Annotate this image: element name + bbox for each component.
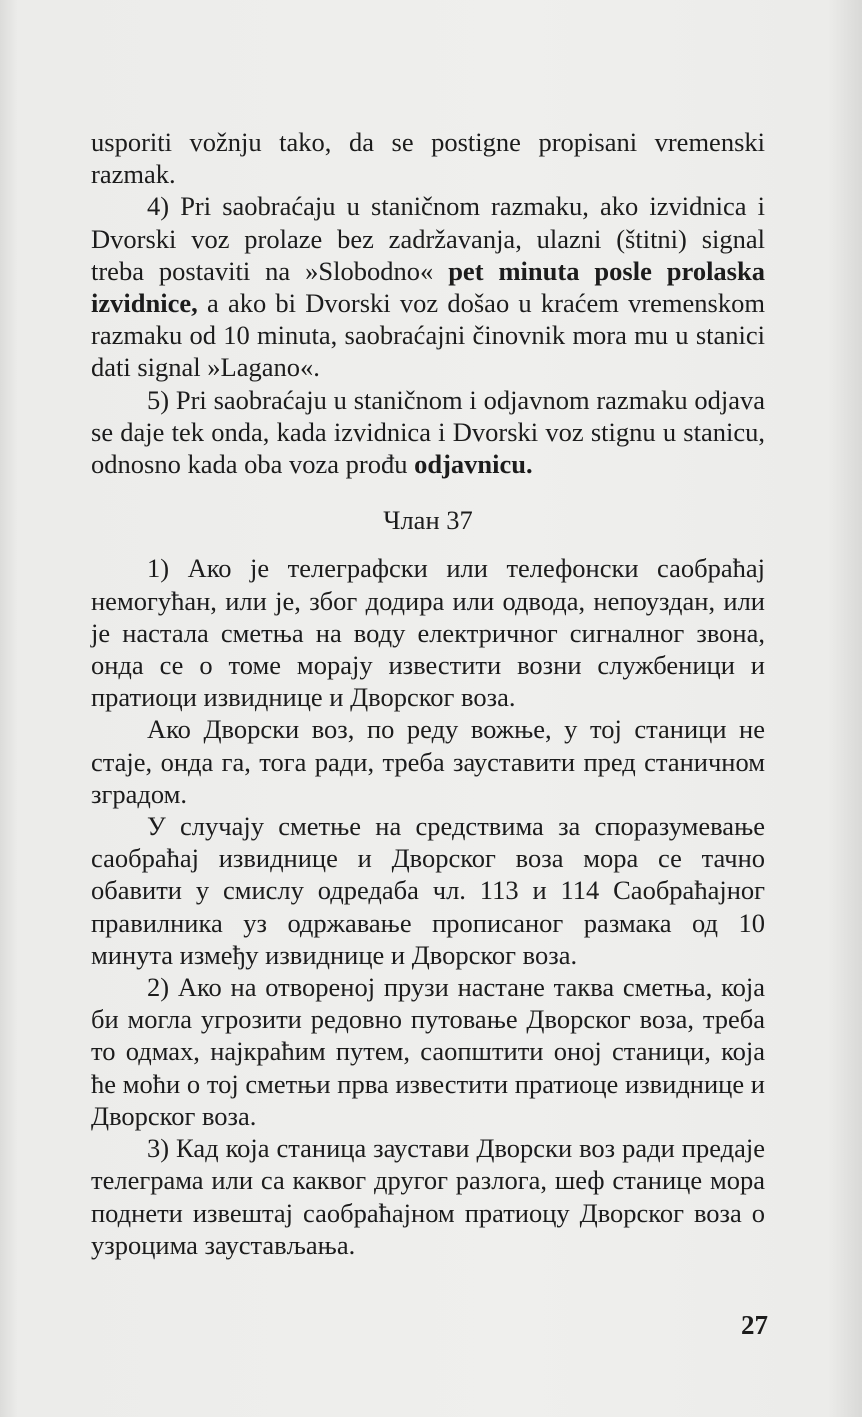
paragraph-item-5 — [91, 384, 765, 481]
paragraph-item-4 — [91, 190, 765, 383]
article-37-item-2: 2) Ако на отвореној прузи настане таква сметња, која би могла угрозити редовно путовање Дворског воза, треба то одмах, најкраћим путем, саопштити оној станици, која ће моћи о тој сметњи прва известити пратиоце извиднице и Дворског воза. — [91, 972, 765, 1131]
paragraph-item-4-text-a: 4) Pri saobraćaju u staničnom razmaku, ako izvidnica i Dvorski voz prolaze bez zadržavanja, ulazni (štitni) signal treba postaviti na »Slobodno« — [91, 191, 765, 286]
article-heading: Члан 37 — [383, 505, 473, 536]
paragraph-item-5-text: 5) Pri saobraćaju u staničnom i odjavnom razmaku odjava se daje tek onda, kada izvidnica i Dvorski voz stignu u stanicu, odnosno kada oba voza prođu — [91, 384, 765, 480]
paragraph-item-4-emphasis: pet minuta posle prolaska izvidnice, — [91, 255, 765, 319]
page-number: 27 — [741, 1310, 768, 1340]
paragraph-item-4-text-b: a ako bi Dvorski voz došao u kraćem vremenskom razmaku od 10 minuta, saobraćajni činovnik mora mu u stanici dati signal »Lagano«. — [91, 288, 765, 383]
article-37-item-1-para-3: У случају сметње на средствима за споразумевање саобраћај извиднице и Дворског воза мора се тачно обавити у смислу одредаба чл. 113 и 114 Саобраћајног правилника уз одржавање прописаног размака од 10 минута између извиднице и Дворског воза. — [91, 811, 765, 970]
article-37-item-1-para-2: Ако Дворски воз, по реду вожње, у тој станици не стаје, онда га, тога ради, треба зауставити пред станичном зградом. — [91, 714, 765, 809]
body-text — [91, 126, 765, 1261]
article-37-item-3: 3) Кад која станица заустави Дворски воз ради предаје телеграма или са каквог другог разлога, шеф станице мора поднети извештај саобраћајном пратиоцу Дворског воза о узроцима заустављања. — [91, 1133, 765, 1260]
article-37-item-1: 1) Ако је телеграфски или телефонски саобраћај немогућан, или је, због додира или одвода, непоуздан, или је настала сметња на воду електричног сигналног звона, онда се о томе морају известити возни службеници и пратиоци извиднице и Дворског воза. — [91, 553, 765, 713]
paragraph-continuation: usporiti vožnju tako, da se postigne propisani vremenski razmak. — [91, 127, 765, 190]
paragraph-item-5-emphasis: odjavnicu. — [414, 449, 533, 480]
